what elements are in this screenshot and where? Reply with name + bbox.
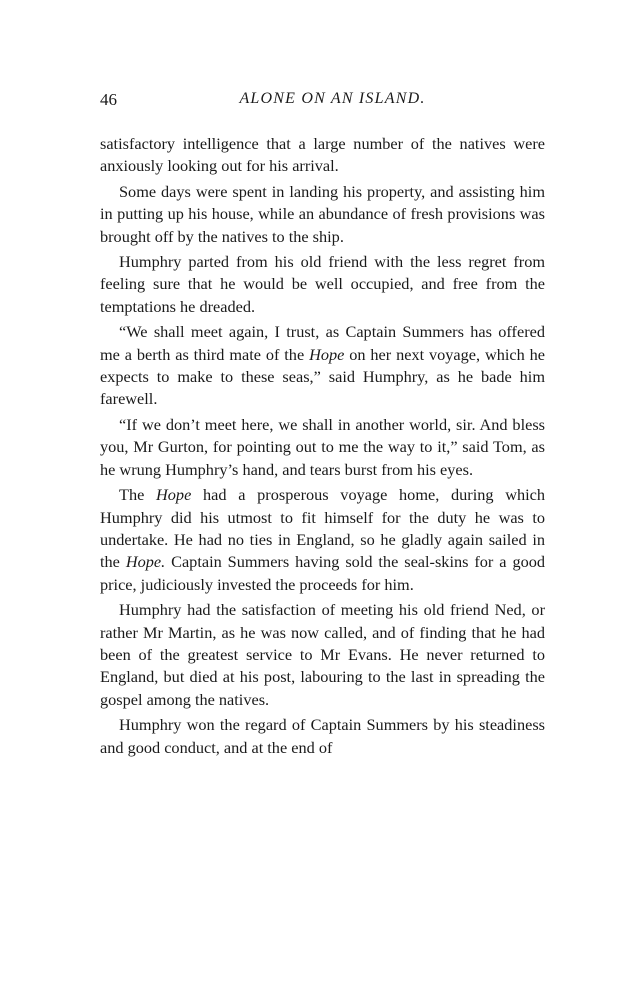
text-segment: Humphry had the satisfaction of meeting his old friend Ned, or rather Mr Martin, as he was now called, and of finding that he had been of the greatest service to Mr Evans. He never returned to England, but died at his post, labouring to the last in spreading the gospel among the natives. [100, 600, 545, 709]
paragraph [100, 251, 545, 318]
text-segment: The [119, 485, 157, 505]
text-segment: Some days were spent in landing his property, and assisting him in putting up his house, while an abundance of fresh provisions was brought off by the natives to the ship. [100, 181, 545, 246]
paragraph [100, 484, 545, 596]
paragraph [100, 414, 545, 481]
paragraph [100, 714, 545, 759]
text-segment: Humphry parted from his old friend with the less regret from feeling sure that he would be well occupied, and free from the temptations he dreaded. [100, 252, 545, 316]
text-segment: Humphry won the regard of Captain Summers by his steadiness and good conduct, and at the end of [100, 715, 545, 757]
paragraph [100, 599, 545, 711]
running-head [100, 90, 545, 114]
ship-name: Hope. [125, 552, 166, 572]
text-segment: on her next voyage, which he expects to make to these seas,” said Humphry, as he bade him farewell. [100, 344, 546, 409]
text-segment: “We shall meet again, I trust, as Captain Summers has offered me a berth as third mate of the [100, 322, 545, 364]
paragraph [100, 321, 545, 411]
ship-name: Hope [156, 485, 192, 505]
running-title: ALONE ON AN ISLAND. [239, 90, 426, 107]
ship-name: Hope [309, 344, 345, 364]
text-segment: satisfactory intelligence that a large number of the natives were anxiously looking out for his arrival. [100, 134, 545, 176]
text-segment: “If we don’t meet here, we shall in another world, sir. And bless you, Mr Gurton, for pointing out to me the way to it,” said Tom, as he wrung Humphry’s hand, and tears burst from his eyes. [100, 414, 545, 479]
paragraph [100, 133, 545, 178]
page-number: 46 [100, 90, 117, 109]
text-segment: Captain Summers having sold the seal-skins for a good price, judiciously invested the proceeds for him. [100, 552, 546, 594]
paragraph [100, 181, 545, 248]
text-segment: had a prosperous voyage home, during which Humphry did his utmost to fit himself for the duty he was to undertake. He had no ties in England, so he gladly again sailed in the [100, 485, 545, 572]
body-text [100, 133, 545, 762]
